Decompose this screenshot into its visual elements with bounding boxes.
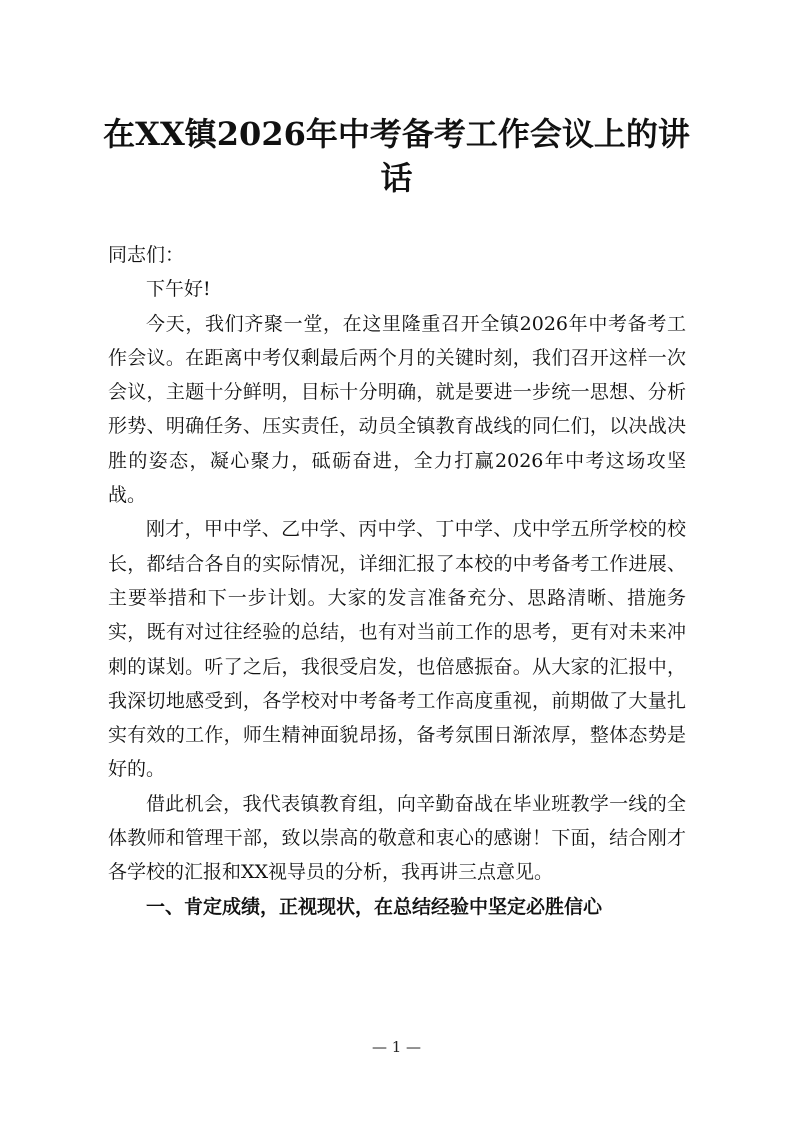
page-number: — 1 — [371, 1038, 422, 1056]
paragraph: 借此机会，我代表镇教育组，向辛勤奋战在毕业班教学一线的全体教师和管理干部，致以崇高的敬意和衷心的感谢！下面，结合刚才各学校的汇报和XX视导员的分析，我再讲三点意见。 [108, 792, 686, 884]
salutation: 同志们： [108, 244, 185, 266]
document-body [108, 238, 686, 924]
section-heading: 一、肯定成绩，正视现状，在总结经验中坚定必胜信心 [146, 895, 603, 918]
greeting: 下午好! [146, 278, 211, 301]
document-title: 在XX镇2026年中考备考工作会议上的讲话 [103, 115, 690, 197]
paragraph: 今天，我们齐聚一堂，在这里隆重召开全镇2026年中考备考工作会议。在距离中考仅剩最后两个月的关键时刻，我们召开这样一次会议，主题十分鲜明，目标十分明确，就是要进一步统一思想、分析形势、明确任务、压实责任，动员全镇教育战线的同仁们，以决战决胜的姿态，凝心聚力，砥砺奋进，全力打赢2026年中考这场攻坚战。 [108, 312, 686, 507]
paragraph: 刚才，甲中学、乙中学、丙中学、丁中学、戊中学五所学校的校长，都结合各自的实际情况，详细汇报了本校的中考备考工作进展、主要举措和下一步计划。大家的发言准备充分、思路清晰、措施务实，既有对过往经验的总结，也有对当前工作的思考，更有对未来冲刺的谋划。听了之后，我很受启发，也倍感振奋。从大家的汇报中，我深切地感受到，各学校对中考备考工作高度重视，前期做了大量扎实有效的工作，师生精神面貌昂扬，备考氛围日渐浓厚，整体态势是好的。 [108, 518, 686, 781]
